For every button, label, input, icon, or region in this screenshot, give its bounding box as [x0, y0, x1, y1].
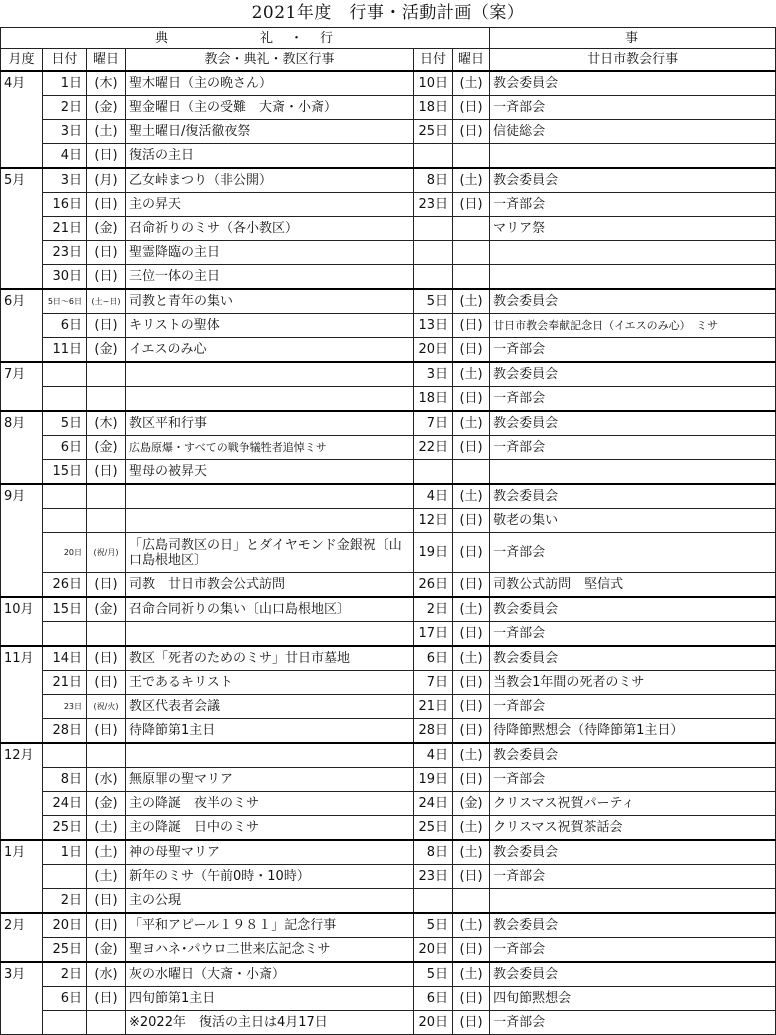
date-cell	[43, 387, 87, 412]
weekday-cell: (金)	[87, 217, 126, 241]
church-event-cell	[490, 265, 776, 290]
month-cell: 1月	[1, 840, 43, 913]
table-row	[1, 289, 776, 314]
church-event-cell: 廿日市教会奉献記念日（イエスのみ心） ミサ	[490, 314, 776, 338]
church-date-cell: 24日	[414, 792, 453, 816]
church-weekday-cell: (土)	[453, 597, 490, 622]
church-event-cell: 一斉部会	[490, 387, 776, 412]
event-cell: 聖土曜日/復活徹夜祭	[126, 120, 414, 144]
church-date-cell	[414, 241, 453, 265]
church-weekday-cell: (土)	[453, 646, 490, 671]
church-date-cell: 4日	[414, 743, 453, 768]
table-row	[1, 840, 776, 865]
event-cell: 主の降誕 日中のミサ	[126, 816, 414, 841]
date-cell: 4日	[43, 144, 87, 169]
church-event-cell: マリア祭	[490, 217, 776, 241]
date-cell: 21日	[43, 671, 87, 695]
church-weekday-cell: (日)	[453, 338, 490, 363]
church-date-cell: 21日	[414, 695, 453, 719]
church-event-cell: 教会委員会	[490, 362, 776, 387]
church-event-cell: 一斉部会	[490, 96, 776, 120]
weekday-cell: (水)	[87, 962, 126, 987]
church-date-cell	[414, 889, 453, 914]
date-cell	[43, 362, 87, 387]
date-cell: 5日～6日	[43, 289, 87, 314]
event-cell: 聖金曜日（主の受難 大斎・小斎）	[126, 96, 414, 120]
table-row	[1, 460, 776, 485]
church-date-cell: 18日	[414, 387, 453, 412]
date-cell	[43, 484, 87, 509]
event-cell: 主の降誕 夜半のミサ	[126, 792, 414, 816]
table-row	[1, 217, 776, 241]
date-cell: 15日	[43, 460, 87, 485]
table-row	[1, 987, 776, 1011]
weekday-cell: (土)	[87, 816, 126, 841]
church-weekday-cell: (土)	[453, 840, 490, 865]
month-cell: 5月	[1, 168, 43, 289]
table-row	[1, 314, 776, 338]
church-date-cell: 12日	[414, 509, 453, 533]
church-date-cell	[414, 217, 453, 241]
church-event-cell: 一斉部会	[490, 865, 776, 889]
church-event-cell: 一斉部会	[490, 938, 776, 963]
church-event-cell: 教会委員会	[490, 71, 776, 96]
church-event-cell: クリスマス祝賀茶話会	[490, 816, 776, 841]
church-weekday-cell	[453, 217, 490, 241]
weekday-cell: (水)	[87, 768, 126, 792]
church-event-cell: 教会委員会	[490, 840, 776, 865]
date-cell: 25日	[43, 938, 87, 963]
event-cell	[126, 743, 414, 768]
table-row	[1, 193, 776, 217]
date-cell: 28日	[43, 719, 87, 744]
church-weekday-cell: (日)	[453, 573, 490, 598]
date-cell: 6日	[43, 314, 87, 338]
date-cell: 26日	[43, 573, 87, 598]
event-cell: 教区「死者のためのミサ」廿日市墓地	[126, 646, 414, 671]
date-cell: 21日	[43, 217, 87, 241]
event-cell: 聖霊降臨の主日	[126, 241, 414, 265]
church-date-cell: 17日	[414, 622, 453, 647]
date-cell: 2日	[43, 962, 87, 987]
month-cell: 8月	[1, 411, 43, 484]
month-cell: 2月	[1, 913, 43, 962]
header-date: 日付	[43, 49, 87, 72]
header-date-right: 日付	[414, 49, 453, 72]
church-weekday-cell	[453, 889, 490, 914]
church-date-cell	[414, 460, 453, 485]
table-row	[1, 533, 776, 573]
event-cell: 主の公現	[126, 889, 414, 914]
weekday-cell: (金)	[87, 96, 126, 120]
weekday-cell: (日)	[87, 987, 126, 1011]
church-weekday-cell: (日)	[453, 695, 490, 719]
event-cell: 「平和アピール１９８１」記念行事	[126, 913, 414, 938]
church-event-cell: クリスマス祝賀パーティ	[490, 792, 776, 816]
church-date-cell: 10日	[414, 71, 453, 96]
church-date-cell: 7日	[414, 671, 453, 695]
church-date-cell: 4日	[414, 484, 453, 509]
month-cell: 6月	[1, 289, 43, 362]
header-dow-right: 曜日	[453, 49, 490, 72]
table-row	[1, 743, 776, 768]
month-cell: 4月	[1, 71, 43, 168]
weekday-cell: (金)	[87, 338, 126, 363]
event-cell	[126, 362, 414, 387]
weekday-cell	[87, 622, 126, 647]
table-row	[1, 938, 776, 963]
church-weekday-cell: (土)	[453, 962, 490, 987]
date-cell: 6日	[43, 987, 87, 1011]
church-date-cell: 20日	[414, 1011, 453, 1035]
table-row	[1, 695, 776, 719]
month-cell: 7月	[1, 362, 43, 411]
event-cell: 四旬節第1主日	[126, 987, 414, 1011]
date-cell: 1日	[43, 71, 87, 96]
church-weekday-cell: (日)	[453, 987, 490, 1011]
weekday-cell: (土)	[87, 840, 126, 865]
church-weekday-cell: (土)	[453, 816, 490, 841]
weekday-cell: (日)	[87, 241, 126, 265]
event-cell: 司教 廿日市教会公式訪問	[126, 573, 414, 598]
church-date-cell: 19日	[414, 768, 453, 792]
table-row	[1, 1011, 776, 1035]
date-cell: 8日	[43, 768, 87, 792]
date-cell	[43, 1011, 87, 1035]
church-weekday-cell: (土)	[453, 743, 490, 768]
month-cell: 12月	[1, 743, 43, 840]
church-date-cell: 5日	[414, 913, 453, 938]
church-date-cell: 19日	[414, 533, 453, 573]
church-date-cell: 20日	[414, 338, 453, 363]
schedule-table	[0, 27, 776, 1035]
church-weekday-cell: (日)	[453, 671, 490, 695]
church-event-cell: 教会委員会	[490, 597, 776, 622]
weekday-cell: (日)	[87, 719, 126, 744]
church-event-cell: 司教公式訪問 堅信式	[490, 573, 776, 598]
table-row	[1, 865, 776, 889]
date-cell	[43, 743, 87, 768]
schedule-body	[1, 71, 776, 1035]
date-cell: 5日	[43, 411, 87, 436]
church-date-cell: 6日	[414, 987, 453, 1011]
date-cell: 6日	[43, 436, 87, 460]
event-cell: 神の母聖マリア	[126, 840, 414, 865]
church-weekday-cell: (日)	[453, 1011, 490, 1035]
church-event-cell: 信徒総会	[490, 120, 776, 144]
weekday-cell: (日)	[87, 460, 126, 485]
church-weekday-cell: (日)	[453, 768, 490, 792]
church-weekday-cell: (日)	[453, 938, 490, 963]
date-cell: 14日	[43, 646, 87, 671]
weekday-cell: (祝/火)	[87, 695, 126, 719]
table-row	[1, 362, 776, 387]
church-date-cell: 26日	[414, 573, 453, 598]
church-weekday-cell: (日)	[453, 865, 490, 889]
table-row	[1, 168, 776, 193]
table-row	[1, 144, 776, 169]
church-event-cell	[490, 889, 776, 914]
church-weekday-cell: (日)	[453, 387, 490, 412]
date-cell: 3日	[43, 168, 87, 193]
church-weekday-cell: (土)	[453, 289, 490, 314]
date-cell	[43, 622, 87, 647]
church-weekday-cell: (金)	[453, 792, 490, 816]
date-cell: 16日	[43, 193, 87, 217]
church-event-cell: 教会委員会	[490, 743, 776, 768]
table-row	[1, 265, 776, 290]
church-event-cell: 教会委員会	[490, 913, 776, 938]
table-row	[1, 436, 776, 460]
date-cell: 23日	[43, 695, 87, 719]
weekday-cell: (日)	[87, 573, 126, 598]
event-cell: 召命合同祈りの集い〔山口島根地区〕	[126, 597, 414, 622]
table-row	[1, 719, 776, 744]
church-weekday-cell: (日)	[453, 193, 490, 217]
church-date-cell: 2日	[414, 597, 453, 622]
weekday-cell: (土)	[87, 120, 126, 144]
month-cell: 9月	[1, 484, 43, 597]
event-cell	[126, 484, 414, 509]
table-row	[1, 913, 776, 938]
table-row	[1, 671, 776, 695]
church-event-cell: 待降節黙想会（待降節第1主日）	[490, 719, 776, 744]
church-date-cell	[414, 265, 453, 290]
event-cell	[126, 509, 414, 533]
church-weekday-cell: (土)	[453, 362, 490, 387]
weekday-cell: (土~日)	[87, 289, 126, 314]
month-cell: 10月	[1, 597, 43, 646]
church-weekday-cell: (日)	[453, 622, 490, 647]
event-cell: 主の昇天	[126, 193, 414, 217]
date-cell: 2日	[43, 96, 87, 120]
church-event-cell: 一斉部会	[490, 622, 776, 647]
church-event-cell: 一斉部会	[490, 1011, 776, 1035]
weekday-cell: (木)	[87, 411, 126, 436]
event-cell: 復活の主日	[126, 144, 414, 169]
church-event-cell: 教会委員会	[490, 411, 776, 436]
church-event-cell: 一斉部会	[490, 193, 776, 217]
date-cell	[43, 865, 87, 889]
church-weekday-cell: (日)	[453, 314, 490, 338]
weekday-cell	[87, 387, 126, 412]
event-cell: キリストの聖体	[126, 314, 414, 338]
church-date-cell: 13日	[414, 314, 453, 338]
church-event-cell	[490, 144, 776, 169]
table-row	[1, 816, 776, 841]
event-cell: ※2022年 復活の主日は4月17日	[126, 1011, 414, 1035]
weekday-cell: (月)	[87, 168, 126, 193]
event-cell: 広島原爆・すべての戦争犠牲者追悼ミサ	[126, 436, 414, 460]
church-date-cell: 5日	[414, 962, 453, 987]
table-row	[1, 71, 776, 96]
event-cell: 聖木曜日（主の晩さん）	[126, 71, 414, 96]
church-date-cell: 3日	[414, 362, 453, 387]
event-cell: 三位一体の主日	[126, 265, 414, 290]
church-event-cell	[490, 460, 776, 485]
table-row	[1, 792, 776, 816]
church-event-cell: 教会委員会	[490, 484, 776, 509]
church-weekday-cell: (日)	[453, 436, 490, 460]
weekday-cell	[87, 509, 126, 533]
church-event-cell: 教会委員会	[490, 646, 776, 671]
weekday-cell	[87, 484, 126, 509]
church-date-cell: 23日	[414, 865, 453, 889]
event-cell: 司教と青年の集い	[126, 289, 414, 314]
table-row	[1, 484, 776, 509]
church-date-cell: 25日	[414, 120, 453, 144]
church-weekday-cell: (土)	[453, 71, 490, 96]
weekday-cell: (日)	[87, 144, 126, 169]
church-weekday-cell	[453, 265, 490, 290]
date-cell: 24日	[43, 792, 87, 816]
table-row	[1, 338, 776, 363]
date-cell: 23日	[43, 241, 87, 265]
weekday-cell: (金)	[87, 597, 126, 622]
event-cell: 灰の水曜日（大斎・小斎）	[126, 962, 414, 987]
church-date-cell: 6日	[414, 646, 453, 671]
table-row	[1, 768, 776, 792]
church-event-cell: 一斉部会	[490, 436, 776, 460]
church-weekday-cell: (土)	[453, 168, 490, 193]
header-right-events: 廿日市教会行事	[490, 49, 776, 72]
table-row	[1, 962, 776, 987]
table-row	[1, 509, 776, 533]
weekday-cell: (金)	[87, 792, 126, 816]
event-cell: 召命祈りのミサ（各小教区）	[126, 217, 414, 241]
table-row	[1, 889, 776, 914]
church-weekday-cell	[453, 241, 490, 265]
weekday-cell: (日)	[87, 265, 126, 290]
church-weekday-cell: (日)	[453, 533, 490, 573]
header-dow: 曜日	[87, 49, 126, 72]
header-left-events: 教会・典礼・教区行事	[126, 49, 414, 72]
date-cell: 3日	[43, 120, 87, 144]
event-cell: 王であるキリスト	[126, 671, 414, 695]
weekday-cell	[87, 362, 126, 387]
church-weekday-cell: (土)	[453, 484, 490, 509]
event-cell: イエスのみ心	[126, 338, 414, 363]
table-row	[1, 597, 776, 622]
weekday-cell: (日)	[87, 646, 126, 671]
church-event-cell: 教会委員会	[490, 962, 776, 987]
date-cell: 20日	[43, 913, 87, 938]
weekday-cell: (日)	[87, 193, 126, 217]
church-date-cell: 7日	[414, 411, 453, 436]
church-date-cell: 8日	[414, 840, 453, 865]
weekday-cell	[87, 743, 126, 768]
church-date-cell: 23日	[414, 193, 453, 217]
weekday-cell: (日)	[87, 314, 126, 338]
month-cell: 11月	[1, 646, 43, 743]
church-event-cell: 当教会1年間の死者のミサ	[490, 671, 776, 695]
weekday-cell: (日)	[87, 889, 126, 914]
date-cell	[43, 509, 87, 533]
weekday-cell: (木)	[87, 71, 126, 96]
weekday-cell	[87, 1011, 126, 1035]
church-weekday-cell: (土)	[453, 913, 490, 938]
header-group-right: 事	[490, 28, 776, 49]
church-event-cell	[490, 241, 776, 265]
church-event-cell: 四旬節黙想会	[490, 987, 776, 1011]
event-cell: 乙女峠まつり（非公開）	[126, 168, 414, 193]
table-row	[1, 622, 776, 647]
church-weekday-cell: (日)	[453, 509, 490, 533]
church-date-cell: 25日	[414, 816, 453, 841]
church-weekday-cell: (日)	[453, 719, 490, 744]
weekday-cell: (金)	[87, 436, 126, 460]
church-date-cell	[414, 144, 453, 169]
weekday-cell: (土)	[87, 865, 126, 889]
church-date-cell: 8日	[414, 168, 453, 193]
table-row	[1, 241, 776, 265]
date-cell: 25日	[43, 816, 87, 841]
date-cell: 30日	[43, 265, 87, 290]
church-event-cell: 敬老の集い	[490, 509, 776, 533]
church-event-cell: 一斉部会	[490, 533, 776, 573]
weekday-cell: (日)	[87, 913, 126, 938]
church-weekday-cell	[453, 144, 490, 169]
event-cell: 聖母の被昇天	[126, 460, 414, 485]
church-event-cell: 教会委員会	[490, 289, 776, 314]
church-weekday-cell: (日)	[453, 96, 490, 120]
church-event-cell: 教会委員会	[490, 168, 776, 193]
weekday-cell: (日)	[87, 671, 126, 695]
event-cell: 待降節第1主日	[126, 719, 414, 744]
event-cell: 教区平和行事	[126, 411, 414, 436]
church-event-cell: 一斉部会	[490, 338, 776, 363]
church-date-cell: 28日	[414, 719, 453, 744]
table-row	[1, 96, 776, 120]
table-row	[1, 387, 776, 412]
header-group-left: 典 礼 ・ 行	[1, 28, 490, 49]
table-row	[1, 646, 776, 671]
church-weekday-cell: (土)	[453, 411, 490, 436]
table-row	[1, 411, 776, 436]
month-cell: 3月	[1, 962, 43, 1035]
date-cell: 1日	[43, 840, 87, 865]
weekday-cell: (金)	[87, 938, 126, 963]
event-cell: 教区代表者会議	[126, 695, 414, 719]
weekday-cell: (祝/月)	[87, 533, 126, 573]
church-date-cell: 5日	[414, 289, 453, 314]
date-cell: 15日	[43, 597, 87, 622]
date-cell: 11日	[43, 338, 87, 363]
church-weekday-cell	[453, 460, 490, 485]
church-event-cell: 一斉部会	[490, 695, 776, 719]
date-cell: 2日	[43, 889, 87, 914]
table-row	[1, 120, 776, 144]
event-cell: 聖ヨハネ･パウロ二世来広記念ミサ	[126, 938, 414, 963]
event-cell	[126, 622, 414, 647]
page-title: 2021年度 行事・活動計画（案）	[251, 3, 525, 23]
event-cell: 「広島司教区の日」とダイヤモンド金銀祝〔山口島根地区〕	[126, 533, 414, 573]
event-cell	[126, 387, 414, 412]
church-date-cell: 22日	[414, 436, 453, 460]
church-weekday-cell: (日)	[453, 120, 490, 144]
event-cell: 新年のミサ（午前0時・10時）	[126, 865, 414, 889]
table-row	[1, 573, 776, 598]
header-month: 月度	[1, 49, 43, 72]
event-cell: 無原罪の聖マリア	[126, 768, 414, 792]
date-cell: 20日	[43, 533, 87, 573]
church-date-cell: 20日	[414, 938, 453, 963]
church-event-cell: 一斉部会	[490, 768, 776, 792]
church-date-cell: 18日	[414, 96, 453, 120]
